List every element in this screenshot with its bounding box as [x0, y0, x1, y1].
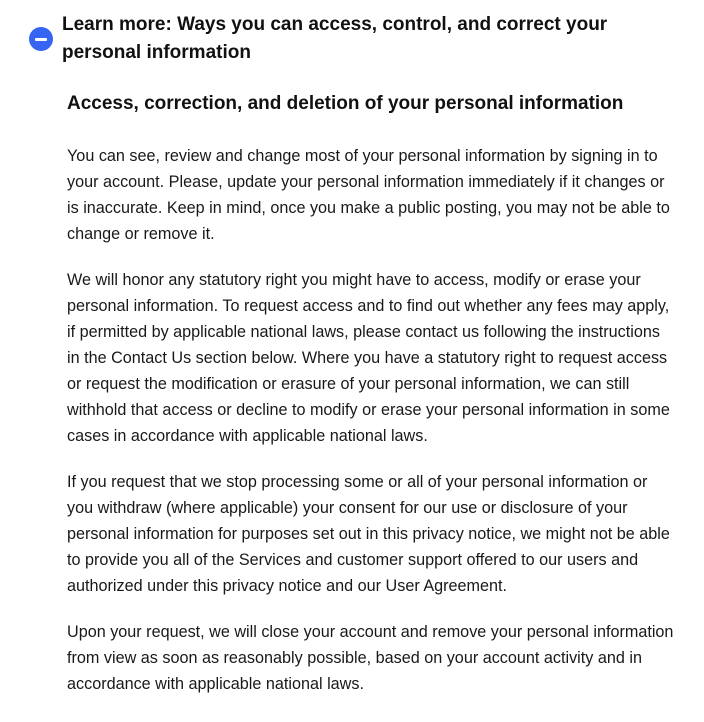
accordion-content — [67, 90, 677, 717]
accordion-title: Learn more: Ways you can access, control, and correct your personal information — [62, 14, 608, 63]
accordion-toggle[interactable] — [29, 11, 669, 67]
minus-circle-icon[interactable] — [29, 27, 53, 51]
paragraph-close-account: Upon your request, we will close your account and remove your personal information from view as soon as reasonably possible, based on your account activity and in accordance with applicable national laws. — [67, 623, 674, 693]
section-heading: Access, correction, and deletion of your personal information — [67, 93, 624, 114]
paragraph-view-change: You can see, review and change most of your personal information by signing in to your account. Please, update your personal information immediately if it changes or is inaccurate. Keep in mind, once you make a public posting, you may not be able to change or remove it. — [67, 147, 670, 243]
paragraph-statutory-rights: We will honor any statutory right you might have to access, modify or erase your personal information. To request access and to find out whether any fees may apply, if permitted by applicable national laws, please contact us following the instructions in the Contact Us section below. Where you have a statutory right to request access or request the modification or erasure of your personal information, we can still withhold that access or decline to modify or erase your personal information in some cases in accordance with applicable national laws. — [67, 271, 670, 445]
paragraph-stop-processing: If you request that we stop processing some or all of your personal information or you withdraw (where applicable) your consent for our use or disclosure of your personal information for purposes set out in this privacy notice, we might not be able to provide you all of the Services and customer support offered to our users and authorized under this privacy notice and our User Agreement. — [67, 473, 670, 595]
